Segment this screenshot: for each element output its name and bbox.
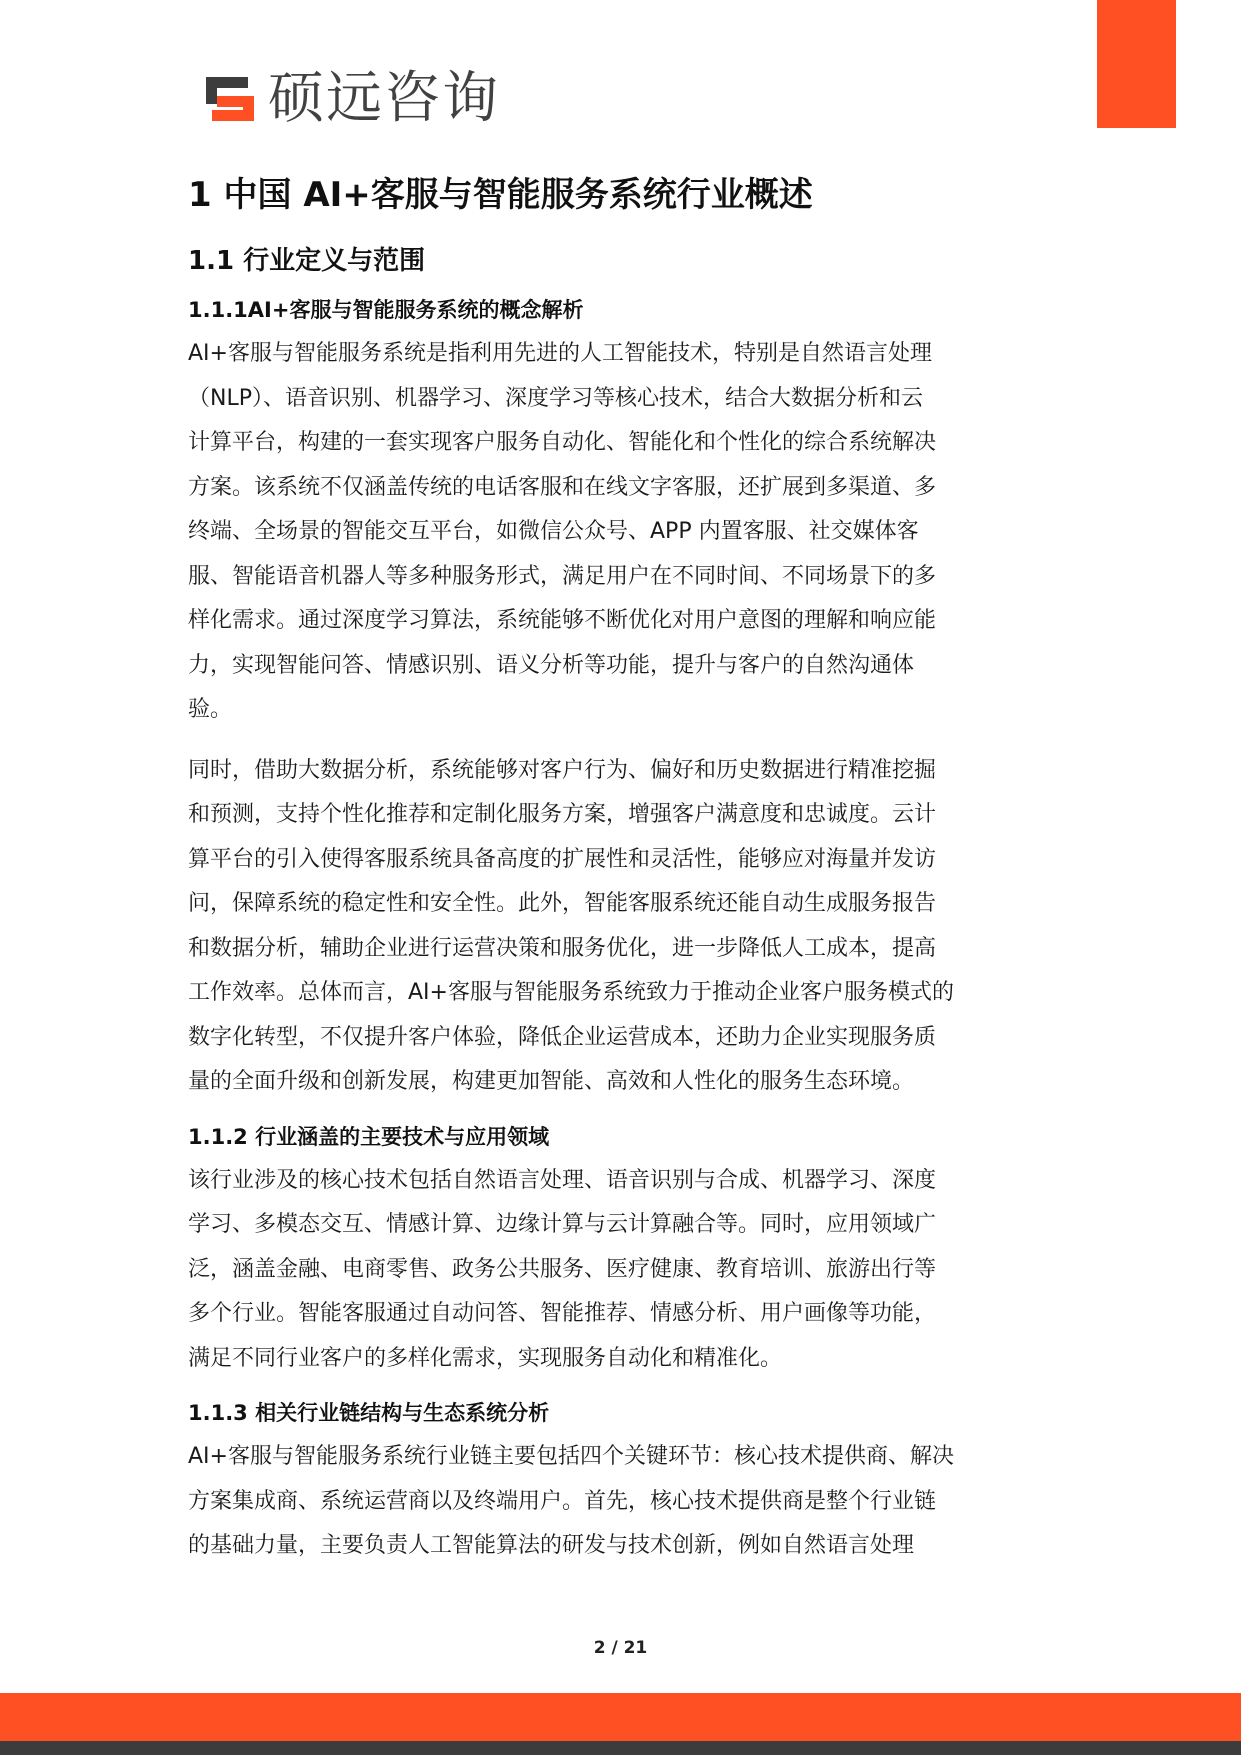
paragraph-line: 服、智能语音机器人等多种服务形式，满足用户在不同时间、不同场景下的多 xyxy=(188,563,937,589)
paragraph-line: 方案。该系统不仅涵盖传统的电话客服和在线文字客服，还扩展到多渠道、多 xyxy=(188,474,937,500)
chapter-heading: 1 中国 AI+客服与智能服务系统行业概述 xyxy=(188,175,813,215)
paragraph-line: 该行业涉及的核心技术包括自然语言处理、语音识别与合成、机器学习、深度 xyxy=(188,1167,937,1193)
paragraph-line: 量的全面升级和创新发展，构建更加智能、高效和人性化的服务生态环境。 xyxy=(188,1069,915,1094)
footer-dark-strip xyxy=(0,1741,1241,1755)
company-name: 硕远咨询 xyxy=(268,66,500,131)
paragraph-line: 同时，借助大数据分析，系统能够对客户行为、偏好和历史数据进行精准挖掘 xyxy=(188,757,937,783)
footer-accent-bar xyxy=(0,1693,1241,1741)
paragraph-line: 方案集成商、系统运营商以及终端用户。首先，核心技术提供商是整个行业链 xyxy=(188,1488,937,1514)
paragraph-line: 和数据分析，辅助企业进行运营决策和服务优化，进一步降低人工成本，提高 xyxy=(188,935,937,961)
paragraph xyxy=(188,1159,1068,1382)
paragraph-line: 力，实现智能问答、情感识别、语义分析等功能，提升与客户的自然沟通体 xyxy=(188,652,915,678)
paragraph-line: 计算平台，构建的一套实现客户服务自动化、智能化和个性化的综合系统解决 xyxy=(188,430,937,455)
company-logo xyxy=(202,68,500,130)
paragraph-line: 和预测，支持个性化推荐和定制化服务方案，增强客户满意度和忠诚度。云计 xyxy=(188,802,937,827)
subsection-heading-1-1-3: 1.1.3 相关行业链结构与生态系统分析 xyxy=(188,1401,550,1425)
paragraph-line: 验。 xyxy=(188,697,233,722)
paragraph-line: 样化需求。通过深度学习算法，系统能够不断优化对用户意图的理解和响应能 xyxy=(188,608,937,633)
paragraph-line: 终端、全场景的智能交互平台，如微信公众号、APP 内置客服、社交媒体客 xyxy=(188,519,919,544)
paragraph xyxy=(188,1435,1068,1569)
corner-accent-tab xyxy=(1097,0,1176,128)
paragraph-line: 多个行业。智能客服通过自动问答、智能推荐、情感分析、用户画像等功能， xyxy=(188,1301,937,1326)
sy-logo-mark-icon xyxy=(202,71,258,127)
paragraph-line: 工作效率。总体而言，AI+客服与智能服务系统致力于推动企业客户服务模式的 xyxy=(188,980,954,1005)
paragraph-line: AI+客服与智能服务系统行业链主要包括四个关键环节：核心技术提供商、解决 xyxy=(188,1444,954,1469)
paragraph-line: 算平台的引入使得客服系统具备高度的扩展性和灵活性，能够应对海量并发访 xyxy=(188,846,937,872)
paragraph-line: 的基础力量，主要负责人工智能算法的研发与技术创新，例如自然语言处理 xyxy=(188,1533,915,1558)
page-number: 2 / 21 xyxy=(593,1638,648,1658)
section-heading: 1.1 行业定义与范围 xyxy=(188,246,426,276)
paragraph-line: 数字化转型，不仅提升客户体验，降低企业运营成本，还助力企业实现服务质 xyxy=(188,1024,937,1050)
paragraph-line: 学习、多模态交互、情感计算、边缘计算与云计算融合等。同时，应用领域广 xyxy=(188,1212,937,1237)
subsection-heading-1-1-1: 1.1.1AI+客服与智能服务系统的概念解析 xyxy=(188,298,584,322)
paragraph-line: （NLP）、语音识别、机器学习、深度学习等核心技术，结合大数据分析和云 xyxy=(188,385,923,411)
document-body xyxy=(188,168,1068,1573)
paragraph-line: 满足不同行业客户的多样化需求，实现服务自动化和精准化。 xyxy=(188,1345,783,1371)
paragraph-line: 泛，涵盖金融、电商零售、政务公共服务、医疗健康、教育培训、旅游出行等 xyxy=(188,1256,937,1282)
paragraph-line: 问，保障系统的稳定性和安全性。此外，智能客服系统还能自动生成服务报告 xyxy=(188,891,937,916)
paragraph xyxy=(188,749,1068,1105)
paragraph-line: AI+客服与智能服务系统是指利用先进的人工智能技术，特别是自然语言处理 xyxy=(188,341,932,366)
paragraph xyxy=(188,332,1068,733)
subsection-heading-1-1-2: 1.1.2 行业涵盖的主要技术与应用领域 xyxy=(188,1124,550,1149)
